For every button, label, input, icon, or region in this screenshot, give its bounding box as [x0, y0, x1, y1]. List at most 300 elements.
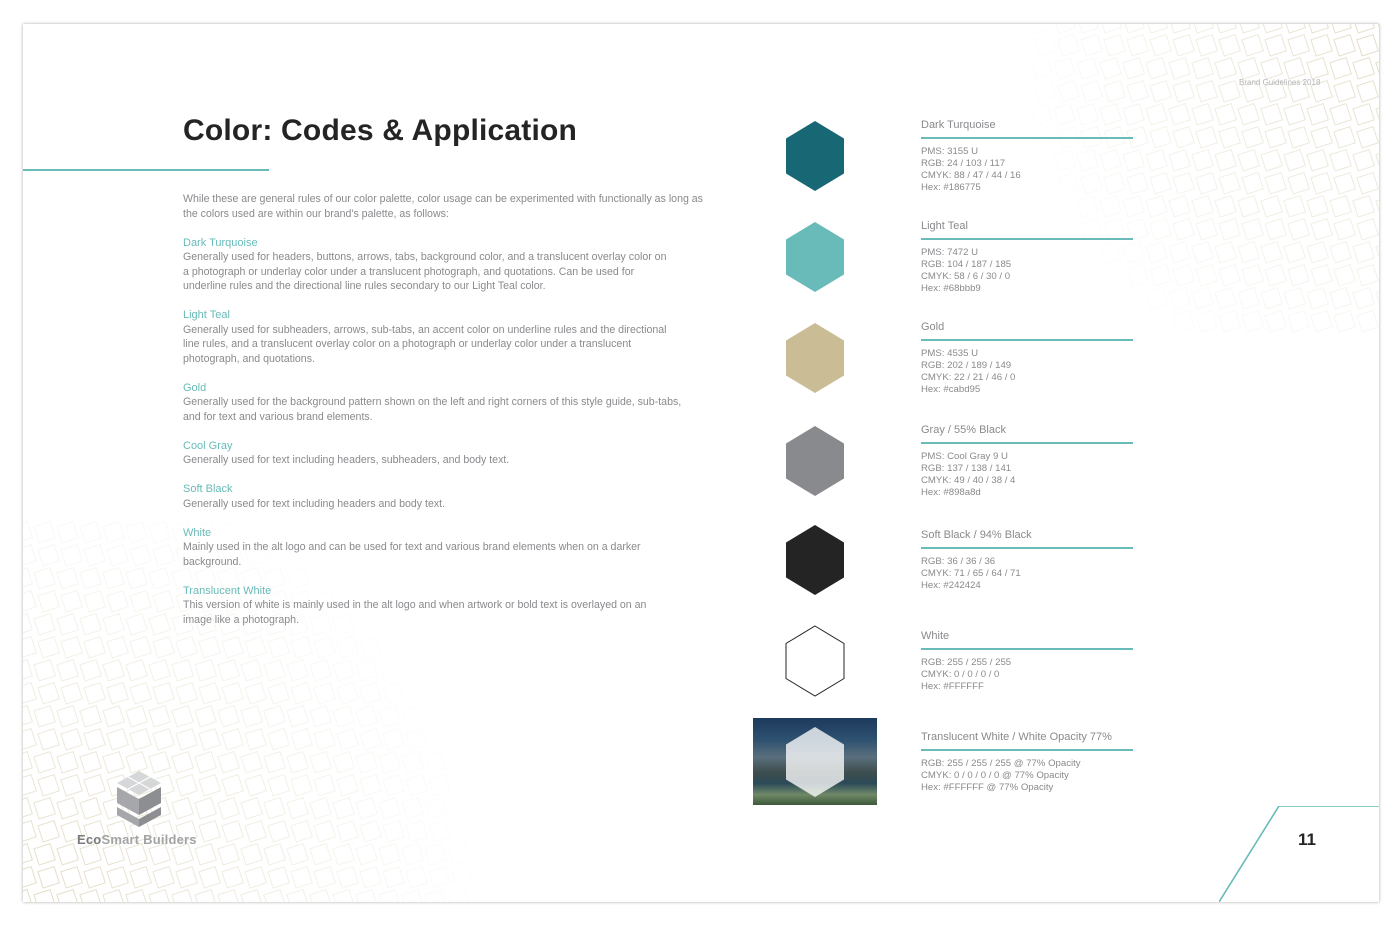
- pattern-square: [1150, 35, 1171, 56]
- pattern-square: [80, 706, 101, 727]
- pattern-square: [1146, 58, 1167, 79]
- spec-white: [921, 630, 1133, 693]
- pattern-square: [57, 660, 78, 681]
- pattern-square: [268, 729, 289, 750]
- spec-hex: Hex: #242424: [921, 580, 981, 591]
- pattern-square: [1173, 81, 1194, 102]
- pattern-square: [291, 729, 312, 750]
- rule-dark-turquoise: [183, 236, 703, 294]
- pattern-square: [1353, 58, 1374, 79]
- ecosmart-cube-logo-icon: [111, 769, 167, 829]
- pattern-square: [61, 683, 82, 704]
- rule-text: Mainly used in the alt logo and can be used for text and various brand elements when on a darker background.: [183, 541, 641, 568]
- pattern-square: [84, 867, 105, 888]
- pattern-square: [1219, 127, 1240, 148]
- pattern-square: [245, 821, 266, 842]
- pattern-square: [1288, 35, 1309, 56]
- pattern-square: [1307, 196, 1328, 217]
- pattern-square: [172, 752, 193, 773]
- pattern-square: [38, 637, 59, 658]
- spec-soft-black: [921, 529, 1133, 592]
- pattern-square: [337, 775, 358, 796]
- pattern-square: [264, 844, 285, 865]
- pattern-square: [268, 867, 289, 888]
- pattern-square: [1357, 81, 1378, 102]
- rule-name: White: [183, 526, 212, 539]
- pattern-square: [57, 614, 78, 635]
- pattern-square: [153, 545, 174, 566]
- pattern-square: [383, 683, 404, 704]
- swatch-hexagon-light-teal: [785, 221, 845, 293]
- pattern-square: [1284, 58, 1305, 79]
- pattern-square: [176, 775, 197, 796]
- pattern-square: [1196, 127, 1217, 148]
- pattern-square: [1330, 242, 1351, 263]
- spec-rgb: RGB: 255 / 255 / 255: [921, 657, 1012, 668]
- pattern-square: [425, 844, 446, 865]
- pattern-square: [153, 729, 174, 750]
- pattern-square: [149, 568, 170, 589]
- pattern-square: [314, 775, 335, 796]
- spec-hex: Hex: #186775: [921, 182, 981, 193]
- pattern-square: [1238, 104, 1259, 125]
- pattern-square: [149, 614, 170, 635]
- pattern-square: [245, 867, 266, 888]
- swatch-hexagon-soft-black: [785, 524, 845, 596]
- pattern-square: [1307, 24, 1328, 33]
- pattern-square: [153, 683, 174, 704]
- pattern-square: [1288, 311, 1309, 332]
- pattern-square: [80, 752, 101, 773]
- pattern-square: [1215, 150, 1236, 171]
- pattern-square: [80, 614, 101, 635]
- pattern-square: [57, 706, 78, 727]
- pattern-square: [379, 752, 400, 773]
- pattern-square: [1081, 81, 1102, 102]
- pattern-square: [1146, 104, 1167, 125]
- pattern-square: [222, 867, 243, 888]
- rule-text: Generally used for headers, buttons, arrows, tabs, background color, and a translucent overlay color on a photograph or underlay color under a translucent photograph, and quotations. Can be used for underline rules and the directional line rules secondary to our Light Teal color.: [183, 251, 667, 292]
- rule-text: Generally used for subheaders, arrows, sub-tabs, an accent color on underline rules and the directional line rules, and a translucent overlay color on a photograph or underlay color under a translucent photograph, and quotations.: [183, 323, 667, 365]
- pattern-square: [287, 752, 308, 773]
- pattern-square: [23, 752, 32, 773]
- rule-light-teal: [183, 308, 703, 366]
- spec-hex: Hex: #898a8d: [921, 487, 981, 498]
- color-usage-text: [183, 192, 703, 642]
- pattern-square: [199, 729, 220, 750]
- pattern-square: [84, 637, 105, 658]
- pattern-square: [1238, 288, 1259, 309]
- pattern-square: [1330, 24, 1351, 33]
- pattern-square: [1192, 288, 1213, 309]
- pattern-square: [1219, 219, 1240, 240]
- pattern-square: [448, 890, 469, 902]
- pattern-square: [1334, 81, 1355, 102]
- pattern-square: [1219, 35, 1240, 56]
- pattern-square: [356, 660, 377, 681]
- pattern-square: [1284, 242, 1305, 263]
- pattern-square: [333, 798, 354, 819]
- spec-cmyk: CMYK: 49 / 40 / 38 / 4: [921, 475, 1016, 486]
- pattern-square: [218, 798, 239, 819]
- spec-underline-rule: [921, 339, 1133, 341]
- pattern-square: [1265, 173, 1286, 194]
- pattern-square: [34, 706, 55, 727]
- pattern-square: [1196, 35, 1217, 56]
- pattern-square: [1242, 265, 1263, 286]
- pattern-square: [57, 798, 78, 819]
- pattern-square: [80, 890, 101, 902]
- swatch-hexagon-white: [785, 625, 845, 697]
- pattern-square: [80, 568, 101, 589]
- pattern-square: [130, 729, 151, 750]
- swatch-hexagon-translucent-white: [785, 726, 845, 798]
- pattern-square: [38, 867, 59, 888]
- pattern-square: [1215, 242, 1236, 263]
- pattern-square: [1219, 173, 1240, 194]
- pattern-square: [1357, 173, 1378, 194]
- pattern-square: [1104, 81, 1125, 102]
- pattern-square: [199, 775, 220, 796]
- pattern-square: [310, 660, 331, 681]
- pattern-square: [360, 729, 381, 750]
- spec-hex: Hex: #FFFFFF @ 77% Opacity: [921, 782, 1054, 793]
- pattern-square: [34, 890, 55, 902]
- pattern-square: [287, 890, 308, 902]
- rule-translucent-white: [183, 584, 703, 628]
- pattern-square: [38, 729, 59, 750]
- pattern-square: [23, 637, 36, 658]
- pattern-square: [218, 660, 239, 681]
- pattern-square: [406, 867, 427, 888]
- pattern-square: [337, 867, 358, 888]
- pattern-square: [1376, 196, 1379, 217]
- pattern-square: [1307, 288, 1328, 309]
- spec-pms: PMS: 4535 U: [921, 348, 979, 359]
- spec-name: Light Teal: [921, 220, 968, 232]
- spec-name: Gray / 55% Black: [921, 424, 1006, 436]
- pattern-square: [1330, 104, 1351, 125]
- pattern-square: [429, 821, 450, 842]
- pattern-square: [1376, 242, 1379, 263]
- page-number: 11: [1298, 830, 1316, 849]
- pattern-square: [1353, 288, 1374, 309]
- pattern-square: [241, 798, 262, 819]
- pattern-square: [107, 729, 128, 750]
- pattern-square: [1169, 242, 1190, 263]
- spec-rgb: RGB: 137 / 138 / 141: [921, 463, 1012, 474]
- spec-cmyk: CMYK: 0 / 0 / 0 / 0 @ 77% Opacity: [921, 770, 1069, 781]
- pattern-square: [1169, 196, 1190, 217]
- spec-underline-rule: [921, 749, 1133, 751]
- pattern-square: [356, 752, 377, 773]
- pattern-square: [1311, 219, 1332, 240]
- pattern-square: [172, 660, 193, 681]
- pattern-square: [268, 775, 289, 796]
- pattern-square: [23, 614, 32, 635]
- pattern-square: [1169, 24, 1190, 33]
- pattern-square: [1173, 311, 1194, 332]
- spec-underline-rule: [921, 648, 1133, 650]
- spec-gold: [921, 321, 1133, 396]
- spec-underline-rule: [921, 442, 1133, 444]
- pattern-square: [264, 798, 285, 819]
- pattern-square: [406, 775, 427, 796]
- pattern-square: [1146, 150, 1167, 171]
- pattern-square: [314, 867, 335, 888]
- pattern-square: [264, 706, 285, 727]
- pattern-square: [84, 775, 105, 796]
- pattern-square: [402, 890, 423, 902]
- pattern-square: [1219, 81, 1240, 102]
- pattern-square: [360, 775, 381, 796]
- pattern-square: [1261, 242, 1282, 263]
- pattern-square: [356, 844, 377, 865]
- pattern-square: [1100, 58, 1121, 79]
- pattern-square: [1242, 173, 1263, 194]
- pattern-square: [1077, 196, 1098, 217]
- pattern-square: [218, 844, 239, 865]
- pattern-square: [245, 729, 266, 750]
- logo-wordmark: [77, 832, 197, 847]
- pattern-square: [1288, 127, 1309, 148]
- pattern-square: [1265, 35, 1286, 56]
- pattern-square: [268, 683, 289, 704]
- pattern-square: [107, 637, 128, 658]
- pattern-square: [1192, 242, 1213, 263]
- pattern-square: [1307, 104, 1328, 125]
- pattern-square: [1307, 58, 1328, 79]
- logo-wordmark-eco: Eco: [77, 832, 102, 847]
- spec-rgb: RGB: 202 / 189 / 149: [921, 360, 1012, 371]
- pattern-square: [1376, 150, 1379, 171]
- pattern-square: [195, 890, 216, 902]
- pattern-square: [1242, 35, 1263, 56]
- pattern-square: [103, 890, 124, 902]
- pattern-square: [1192, 104, 1213, 125]
- pattern-square: [1242, 219, 1263, 240]
- pattern-square: [291, 821, 312, 842]
- pattern-square: [360, 821, 381, 842]
- pattern-square: [452, 867, 473, 888]
- pattern-square: [429, 775, 450, 796]
- spec-underline-rule: [921, 238, 1133, 240]
- pattern-square: [1146, 196, 1167, 217]
- pattern-square: [107, 683, 128, 704]
- pattern-square: [57, 844, 78, 865]
- pattern-square: [1376, 104, 1379, 125]
- pattern-square: [245, 775, 266, 796]
- pattern-square: [153, 867, 174, 888]
- pattern-square: [172, 890, 193, 902]
- pattern-square: [1169, 58, 1190, 79]
- swatch-hexagon-gold: [785, 322, 845, 394]
- pattern-square: [23, 591, 36, 612]
- pattern-square: [241, 890, 262, 902]
- pattern-square: [264, 660, 285, 681]
- pattern-square: [195, 798, 216, 819]
- spec-cmyk: CMYK: 71 / 65 / 64 / 71: [921, 568, 1021, 579]
- pattern-square: [383, 821, 404, 842]
- pattern-square: [1215, 58, 1236, 79]
- spec-rgb: RGB: 255 / 255 / 255 @ 77% Opacity: [921, 758, 1081, 769]
- rule-name: Soft Black: [183, 483, 233, 495]
- pattern-square: [333, 890, 354, 902]
- header-tag: Brand Guidelines 2018: [1239, 78, 1321, 87]
- pattern-square: [379, 660, 400, 681]
- pattern-square: [1284, 104, 1305, 125]
- pattern-square: [84, 729, 105, 750]
- pattern-square: [1238, 150, 1259, 171]
- spec-underline-rule: [921, 137, 1133, 139]
- pattern-square: [195, 752, 216, 773]
- pattern-square: [84, 683, 105, 704]
- pattern-square: [103, 614, 124, 635]
- pattern-square: [23, 867, 36, 888]
- spec-cmyk: CMYK: 0 / 0 / 0 / 0: [921, 669, 1000, 680]
- pattern-square: [1173, 127, 1194, 148]
- pattern-square: [1196, 219, 1217, 240]
- pattern-square: [1311, 265, 1332, 286]
- rule-name: Translucent White: [183, 584, 272, 597]
- pattern-square: [103, 522, 124, 543]
- pattern-square: [402, 844, 423, 865]
- pattern-square: [1261, 58, 1282, 79]
- pattern-square: [360, 683, 381, 704]
- pattern-square: [130, 867, 151, 888]
- pattern-square: [1242, 311, 1263, 332]
- rule-text: This version of white is mainly used in the alt logo and when artwork or bold text is overlayed on an image like a photograph.: [183, 599, 647, 626]
- spec-rgb: RGB: 104 / 187 / 185: [921, 259, 1012, 270]
- pattern-square: [1311, 127, 1332, 148]
- spec-cmyk: CMYK: 58 / 6 / 30 / 0: [921, 271, 1011, 282]
- pattern-square: [1261, 24, 1282, 33]
- pattern-square: [199, 867, 220, 888]
- rule-text: Generally used for text including headers and body text.: [183, 497, 446, 510]
- pattern-square: [1219, 265, 1240, 286]
- pattern-square: [130, 637, 151, 658]
- pattern-square: [310, 706, 331, 727]
- pattern-square: [80, 798, 101, 819]
- pattern-square: [1357, 127, 1378, 148]
- pattern-square: [23, 706, 32, 727]
- rule-name: Dark Turquoise: [183, 236, 258, 249]
- pattern-square: [1196, 81, 1217, 102]
- pattern-square: [287, 844, 308, 865]
- pattern-square: [1196, 265, 1217, 286]
- pattern-square: [1192, 150, 1213, 171]
- pattern-square: [1311, 173, 1332, 194]
- pattern-square: [34, 752, 55, 773]
- pattern-square: [1035, 81, 1056, 102]
- pattern-square: [1353, 242, 1374, 263]
- pattern-square: [1173, 173, 1194, 194]
- pattern-square: [425, 798, 446, 819]
- pattern-square: [1284, 288, 1305, 309]
- spec-hex: Hex: #cabd95: [921, 384, 981, 395]
- pattern-square: [1284, 150, 1305, 171]
- pattern-square: [61, 729, 82, 750]
- spec-dark-turquoise: [921, 119, 1133, 194]
- pattern-square: [1376, 58, 1379, 79]
- pattern-square: [38, 821, 59, 842]
- pattern-square: [80, 660, 101, 681]
- pattern-square: [57, 568, 78, 589]
- pattern-square: [23, 821, 36, 842]
- pattern-square: [291, 775, 312, 796]
- pattern-square: [1173, 35, 1194, 56]
- pattern-square: [1215, 196, 1236, 217]
- pattern-square: [337, 729, 358, 750]
- pattern-square: [1100, 24, 1121, 33]
- pattern-square: [1219, 311, 1240, 332]
- pattern-square: [199, 683, 220, 704]
- pattern-square: [1104, 35, 1125, 56]
- pattern-square: [195, 660, 216, 681]
- spec-name: Gold: [921, 321, 945, 333]
- pattern-square: [1127, 81, 1148, 102]
- pattern-square: [38, 683, 59, 704]
- pattern-square: [1077, 24, 1098, 33]
- pattern-square: [1334, 127, 1355, 148]
- pattern-square: [126, 614, 147, 635]
- pattern-square: [172, 706, 193, 727]
- pattern-square: [291, 683, 312, 704]
- pattern-square: [23, 568, 32, 589]
- pattern-square: [61, 637, 82, 658]
- pattern-square: [126, 660, 147, 681]
- corner-accent-lines: [1219, 806, 1379, 902]
- pattern-square: [149, 660, 170, 681]
- pattern-square: [149, 522, 170, 543]
- pattern-square: [222, 821, 243, 842]
- pattern-square: [1058, 35, 1079, 56]
- pattern-square: [1054, 58, 1075, 79]
- spec-cmyk: CMYK: 88 / 47 / 44 / 16: [921, 170, 1021, 181]
- rule-white: [183, 526, 703, 570]
- pattern-square: [1265, 265, 1286, 286]
- pattern-square: [176, 683, 197, 704]
- pattern-square: [222, 775, 243, 796]
- pattern-square: [1146, 288, 1167, 309]
- pattern-square: [1146, 24, 1167, 33]
- pattern-square: [287, 660, 308, 681]
- pattern-square: [356, 706, 377, 727]
- pattern-square: [126, 890, 147, 902]
- pattern-square: [402, 706, 423, 727]
- spec-pms: PMS: 3155 U: [921, 146, 979, 157]
- pattern-square: [1031, 24, 1052, 33]
- pattern-square: [126, 522, 147, 543]
- pattern-square: [1330, 288, 1351, 309]
- intro-paragraph: While these are general rules of our color palette, color usage can be experimented with functionally as long as the colors used are within our brand's palette, as follows:: [183, 193, 703, 220]
- pattern-square: [222, 683, 243, 704]
- pattern-square: [383, 867, 404, 888]
- spec-gray: [921, 424, 1133, 499]
- pattern-square: [195, 706, 216, 727]
- pattern-square: [1357, 311, 1378, 332]
- pattern-square: [23, 545, 36, 566]
- pattern-square: [1376, 288, 1379, 309]
- rule-name: Light Teal: [183, 309, 230, 321]
- pattern-square: [1334, 311, 1355, 332]
- pattern-square: [1261, 150, 1282, 171]
- pattern-square: [218, 890, 239, 902]
- pattern-square: [1150, 173, 1171, 194]
- pattern-square: [126, 568, 147, 589]
- pattern-square: [406, 729, 427, 750]
- pattern-square: [1288, 265, 1309, 286]
